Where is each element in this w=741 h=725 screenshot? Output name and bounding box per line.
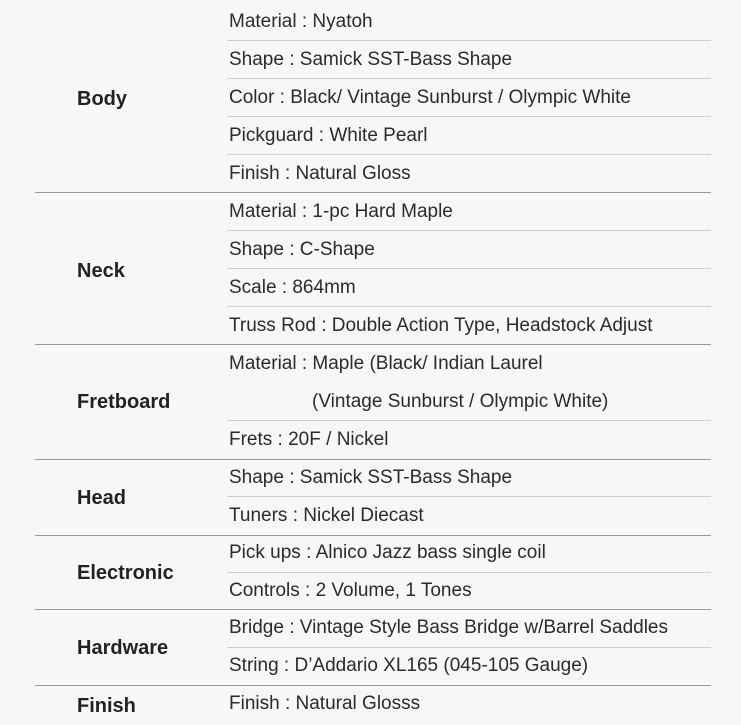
spec-row-continuation: (Vintage Sunburst / Olympic White) <box>312 391 609 412</box>
spec-row: Truss Rod : Double Action Type, Headstock Adjust <box>229 315 653 336</box>
spec-row: Controls : 2 Volume, 1 Tones <box>229 580 472 601</box>
spec-row: Material : 1-pc Hard Maple <box>229 201 453 222</box>
group-label: Finish <box>77 695 136 717</box>
group-label: Hardware <box>77 637 169 659</box>
group-label: Fretboard <box>77 391 171 413</box>
group-label: Body <box>77 88 127 110</box>
spec-row: Shape : Samick SST-Bass Shape <box>229 49 513 70</box>
spec-row: Pick ups : Alnico Jazz bass single coil <box>229 542 546 563</box>
spec-row: Pickguard : White Pearl <box>229 125 428 146</box>
spec-row: Material : Maple (Black/ Indian Laurel <box>229 353 543 374</box>
spec-row: Scale : 864mm <box>229 277 356 298</box>
group-label: Electronic <box>77 562 174 584</box>
group-label: Head <box>77 487 126 509</box>
spec-row: Material : Nyatoh <box>229 11 373 32</box>
spec-row: Color : Black/ Vintage Sunburst / Olympic White <box>229 87 631 108</box>
spec-row: String : D’Addario XL165 (045-105 Gauge) <box>229 655 589 676</box>
spec-row: Shape : C-Shape <box>229 239 375 260</box>
spec-row: Tuners : Nickel Diecast <box>229 505 424 526</box>
spec-row: Shape : Samick SST-Bass Shape <box>229 467 513 488</box>
spec-row: Finish : Natural Gloss <box>229 163 411 184</box>
spec-row: Frets : 20F / Nickel <box>229 429 389 450</box>
spec-row: Finish : Natural Glosss <box>229 693 421 714</box>
group-label: Neck <box>77 260 125 282</box>
spec-row: Bridge : Vintage Style Bass Bridge w/Barrel Saddles <box>229 617 668 638</box>
